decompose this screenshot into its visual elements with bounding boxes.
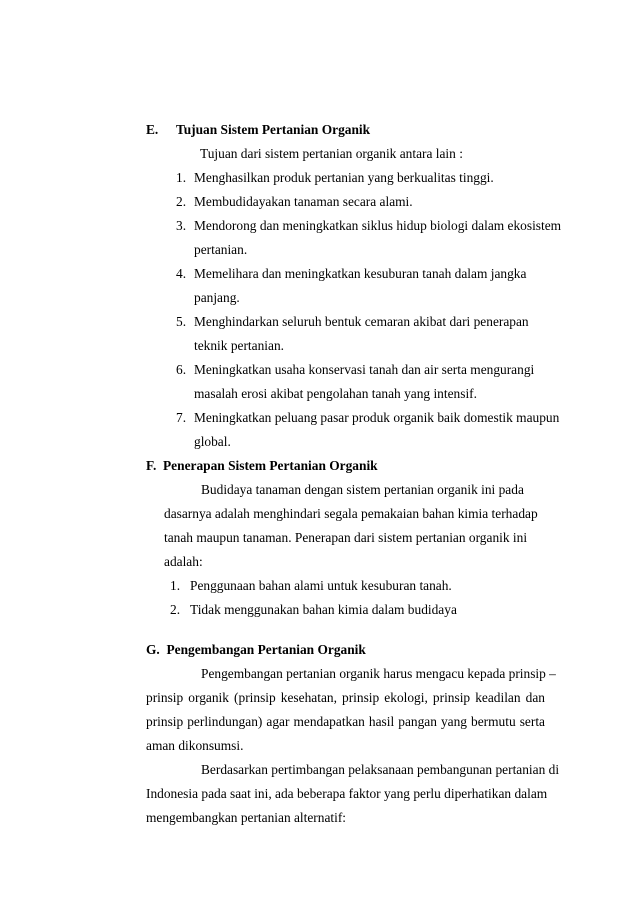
paragraph-line: Berdasarkan pertimbangan pelaksanaan pembangunan pertanian di: [201, 762, 560, 777]
section-f-heading: F. Penerapan Sistem Pertanian Organik: [146, 458, 378, 473]
paragraph-line: prinsip organik (prinsip kesehatan, prinsip ekologi, prinsip keadilan dan: [146, 690, 545, 705]
paragraph-line: mengembangkan pertanian alternatif:: [146, 810, 347, 825]
paragraph-line: Pengembangan pertanian organik harus mengacu kepada prinsip –: [201, 666, 556, 681]
paragraph-line: aman dikonsumsi.: [146, 738, 244, 753]
list-item-number: 4.: [176, 266, 187, 281]
list-item-text: teknik pertanian.: [194, 338, 284, 353]
list-item-number: 7.: [176, 410, 187, 425]
paragraph-line: adalah:: [164, 554, 203, 569]
paragraph-line: Budidaya tanaman dengan sistem pertanian organik ini pada: [201, 482, 524, 497]
list-item-text: pertanian.: [194, 242, 248, 257]
list-item-text: Menghindarkan seluruh bentuk cemaran akibat dari penerapan: [194, 314, 529, 329]
list-item-text: Tidak menggunakan bahan kimia dalam budidaya: [190, 602, 457, 617]
list-item-text: masalah erosi akibat pengolahan tanah yang intensif.: [194, 386, 477, 401]
list-item-text: Meningkatkan peluang pasar produk organik baik domestik maupun: [194, 410, 560, 425]
list-item-text: Penggunaan bahan alami untuk kesuburan tanah.: [190, 578, 452, 593]
list-item-text: Menghasilkan produk pertanian yang berkualitas tinggi.: [194, 170, 494, 185]
section-e-letter: E.: [146, 122, 159, 137]
paragraph-line: tanah maupun tanaman. Penerapan dari sistem pertanian organik ini: [164, 530, 528, 545]
list-item-text: panjang.: [194, 290, 240, 305]
list-item-text: Memelihara dan meningkatkan kesuburan tanah dalam jangka: [194, 266, 527, 281]
list-item-number: 1.: [170, 578, 181, 593]
list-item-number: 1.: [176, 170, 187, 185]
list-item-text: Membudidayakan tanaman secara alami.: [194, 194, 413, 209]
list-item-text: Meningkatkan usaha konservasi tanah dan air serta mengurangi: [194, 362, 535, 377]
paragraph-line: dasarnya adalah menghindari segala pemakaian bahan kimia terhadap: [164, 506, 538, 521]
section-e-intro: Tujuan dari sistem pertanian organik antara lain :: [200, 146, 463, 161]
list-item-text: Mendorong dan meningkatkan siklus hidup biologi dalam ekosistem: [194, 218, 562, 233]
list-item-number: 3.: [176, 218, 187, 233]
list-item-number: 2.: [176, 194, 187, 209]
list-item-number: 2.: [170, 602, 181, 617]
paragraph-line: Indonesia pada saat ini, ada beberapa faktor yang perlu diperhatikan dalam: [146, 786, 548, 801]
paragraph-line: prinsip perlindungan) agar mendapatkan hasil pangan yang bermutu serta: [146, 714, 545, 729]
section-g-heading: G. Pengembangan Pertanian Organik: [146, 642, 366, 657]
list-item-text: global.: [194, 434, 231, 449]
list-item-number: 6.: [176, 362, 187, 377]
list-item-number: 5.: [176, 314, 187, 329]
section-e-heading: Tujuan Sistem Pertanian Organik: [176, 122, 371, 137]
